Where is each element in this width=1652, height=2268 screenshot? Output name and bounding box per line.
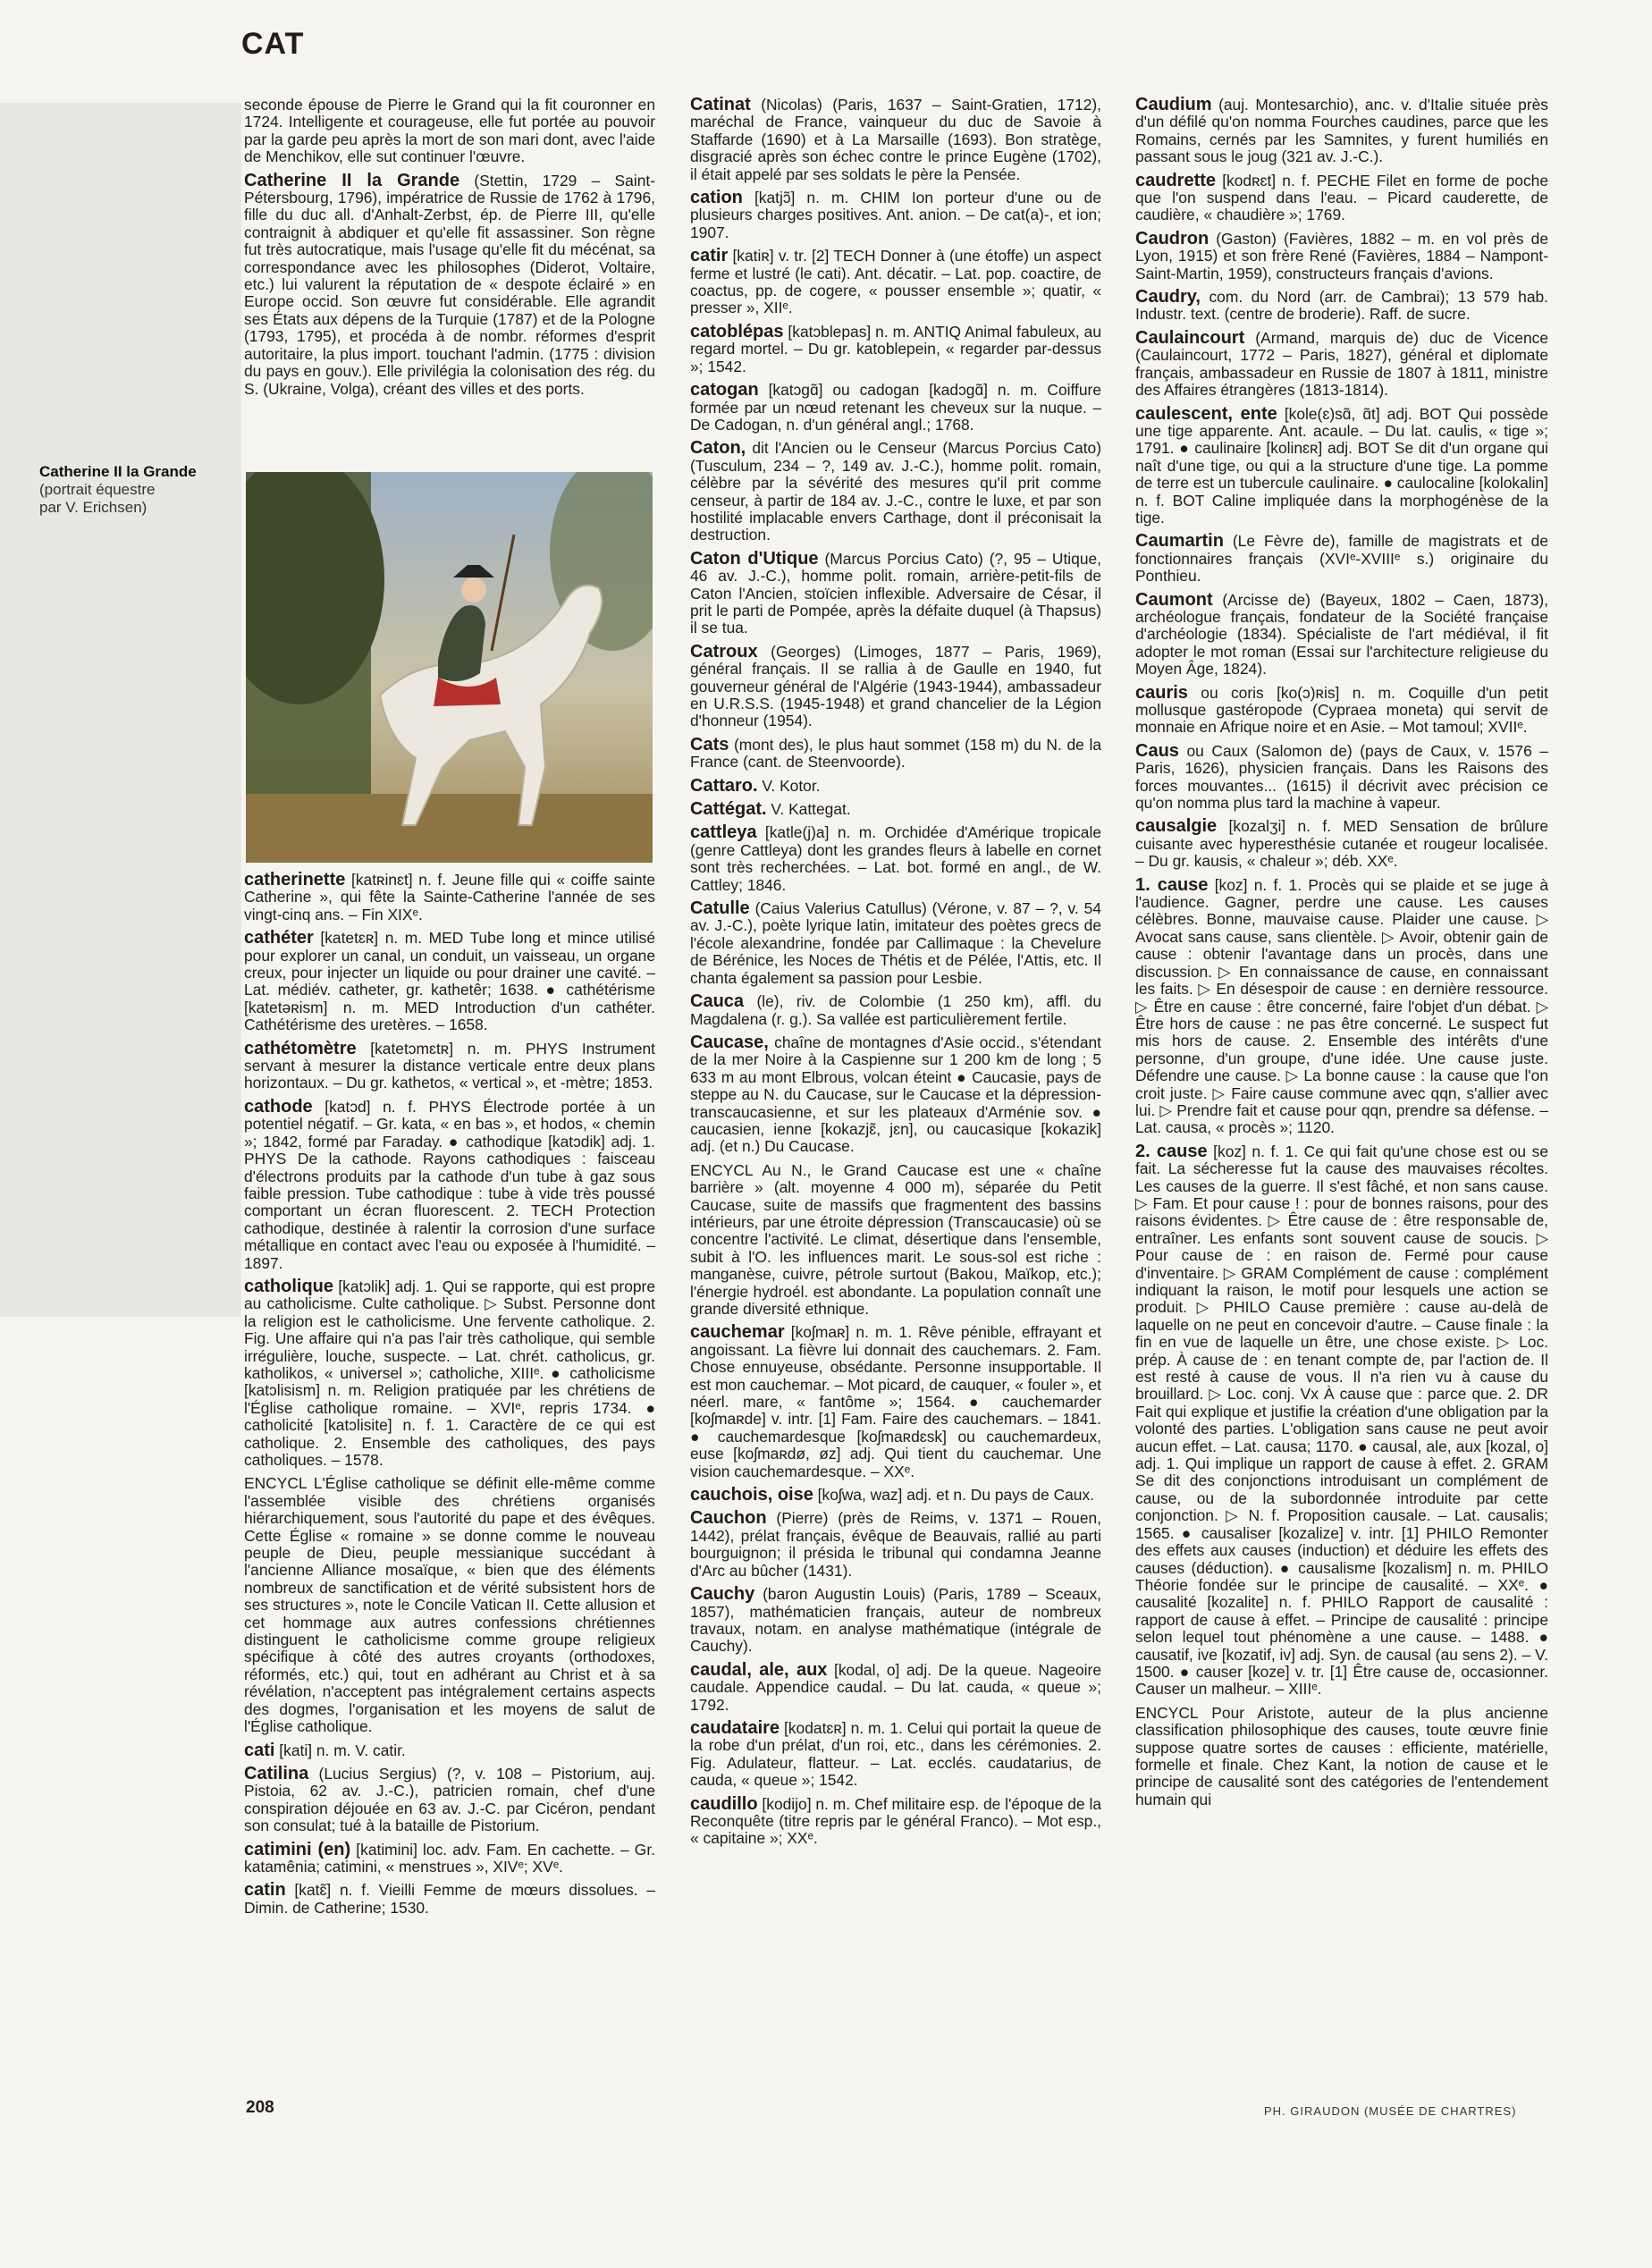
dictionary-entry: Catulle (Caius Valerius Catullus) (Vérone, v. 87 – ?, v. 54 av. J.-C.), poète lyrique latin, imitateur des poètes grecs de l'école alexandrine, fondée par Callimaque : la Chevelure de Bérénice, les Noces de Thétis et de Pélée, l'Attis, etc. Il chanta également sa passion pour Lesbie.	[690, 898, 1101, 987]
headword: catherinette	[244, 870, 346, 889]
photo-credit: PH. GIRAUDON (MUSÉE DE CHARTRES)	[1264, 2104, 1517, 2118]
caption-line: (portrait équestre	[39, 481, 156, 498]
dictionary-entry: 2. cause [koz] n. f. 1. Ce qui fait qu'une chose est ou se fait. La sécheresse fut la cause des mauvaises récoltes. Les causes de la guerre. Il s'est fâché, et non sans cause. ▷ Fam. Et pour cause ! : pour de bonnes raisons, pour des raisons évidentes. ▷ Être cause de : être responsable de, entraîner. Les enfants sont souvent cause de soucis. ▷ Pour cause de : en raison de. Fermé pour cause d'inventaire. ▷ GRAM Complément de cause : complément indiquant la raison, le motif pour lesquels une action se produit. ▷ PHILO Cause première : cause au-delà de laquelle on ne peut en concevoir d'autre. – Cause finale : la fin en vue de laquelle un être, une chose existe. ▷ Loc. prép. À cause de : en tenant compte de, par l'action de. Il est resté à cause de vous. Il n'a rien vu à cause du brouillard. ▷ Loc. conj. Vx À cause que : parce que. 2. DR Fait qui explique et justifie la création d'une obligation par la volonté des parties. L'obligation sans cause ne peut avoir aucun effet. – Lat. causa; 1170. ● causal, ale, aux [kozal, o] adj. 1. Qui implique un rapport de cause à effet. 2. GRAM Se dit des conjonctions introduisant un complément de cause, ou de la subordonnée introduite par cette conjonction. ▷ N. f. Proposition causale. – Lat. causalis; 1565. ● causaliser [kozalize] v. intr. [1] PHILO Remonter des effets aux causes (induction) et déduire les effets des causes (déduction). ● causalisme [kozalism] n. m. PHILO Théorie fondée sur le principe de causalité. – XXᵉ. ● causalité [kozalite] n. f. PHILO Rapport de causalité : rapport de cause à effet. – Principe de causalité : principe selon lequel tout phénomène a une cause. – 1488. ● causatif, ive [kozatif, iv] adj. Syn. de causal (au sens 2). – V. 1500. ● causer [koze] v. tr. [1] Être cause de, occasionner. Causer un malheur. – XIIIᵉ.	[1135, 1141, 1548, 1699]
column-1-bottom	[244, 872, 655, 1917]
headword: Catroux	[690, 641, 758, 662]
headword: caudrette	[1135, 170, 1217, 190]
dictionary-entry: Caucase, chaîne de montagnes d'Asie occid., s'étendant de la mer Noire à la Caspienne sur 1 200 km de long ; 5 633 m au mont Elbrous, volcan éteint ● Caucasie, pays de steppe au N. du Caucase, sur le Caucase et la dépression-transcaucasienne, et sur les plateaux d'Arménie sov. ● caucasien, ienne [kokazjɛ̃, jɛn], ou caucasique [kokazik] adj. (et n.) Du Caucase.	[690, 1032, 1101, 1156]
headword: Caton,	[690, 438, 746, 459]
dictionary-entry: Caumont (Arcisse de) (Bayeux, 1802 – Caen, 1873), archéologue français, fondateur de la Société française d'archéologie (1834). Spécialiste de l'art médiéval, il fit adopter le mot roman (Essai sur l'architecture religieuse du Moyen Âge, 1824).	[1135, 589, 1548, 679]
headword: cathétomètre	[244, 1038, 357, 1058]
headword: Caulaincourt	[1135, 327, 1245, 348]
dictionary-entry: causalgie [kozalʒi] n. f. MED Sensation de brûlure cuisante avec hyperesthésie cutanée et rougeur localisée. – Du gr. kausis, « chaleur »; déb. XXᵉ.	[1135, 816, 1548, 871]
dictionary-entry: cattleya [katle(j)a] n. m. Orchidée d'Amérique tropicale (genre Cattleya) dont les grandes fleurs à labelle en cornet sont très recherchées. – Lat. bot. formé en angl., de W. Cattley; 1846.	[690, 822, 1101, 894]
dictionary-entry: seconde épouse de Pierre le Grand qui la fit couronner en 1724. Intelligente et courageuse, elle fut portée au pouvoir par la garde peu après la mort de son mari dont, avec l'aide de Menchikov, elle sut continuer l'œuvre.	[244, 97, 655, 166]
dictionary-entry: Caton d'Utique (Marcus Porcius Cato) (?, 95 – Utique, 46 av. J.-C.), homme polit. romain, arrière-petit-fils de Caton l'Ancien, stoïcien inflexible. Adversaire de César, il prit le parti de Pompée, après la défaite duquel (à Thapsus) il se tua.	[690, 548, 1101, 637]
encyclopedic-note: ENCYCL Pour Aristote, auteur de la plus ancienne classification philosophique des causes, toute œuvre finie suppose quatre sortes de causes : efficiente, matérielle, formelle et finale. Chez Kant, la notion de cause et le principe de causalité sont des catégories de l'entendement humain qui	[1135, 1703, 1548, 1808]
page-header: CAT	[241, 27, 305, 61]
encyclopedic-note: ENCYCL L'Église catholique se définit elle-même comme l'assemblée visible des chrétiens organisés hiérarchiquement, sous l'autorité du pape et des évêques. Cette Église « romaine » se donne comme le nouveau peuple de Dieu, peuple messianique succédant à l'ancienne Alliance mosaïque, « bien que des éléments nombreux de sanctification et de vérité subsistent hors de ses structures », note le Concile Vatican II. Cette allusion et cet hommage aux autres confessions chrétiennes distinguent le catholicisme comme groupe religieux spécifique à côté des autres croyants (orthodoxes, réformés, etc.) qui, tout en adhérant au Christ et à sa révélation, n'acceptent pas intégralement certains aspects des dogmes, l'organisation et les moyens de salut de l'Église catholique.	[244, 1474, 655, 1736]
headword: Catinat	[690, 97, 751, 114]
headword: Caucase,	[690, 1032, 769, 1052]
dictionary-entry: cation [katjɔ̃] n. m. CHIM Ion porteur d'une ou de plusieurs charges positives. Ant. anion. – De cat(a)-, et ion; 1907.	[690, 188, 1101, 241]
dictionary-entry: caudataire [kodatɛʀ] n. m. 1. Celui qui portait la queue de la robe d'un prélat, d'un roi, etc., dans les cérémonies. 2. Fig. Adulateur, flatteur. – Lat. ecclés. caudatarius, de cauda, « queue »; 1542.	[690, 1717, 1101, 1790]
headword: Cauca	[690, 991, 745, 1012]
headword: cation	[690, 188, 743, 208]
headword: Caus	[1135, 740, 1179, 761]
headword: caulescent, ente	[1135, 403, 1277, 424]
headword: Catherine II la Grande	[244, 170, 460, 190]
dictionary-entry: caudal, ale, aux [kodal, o] adj. De la queue. Nageoire caudale. Appendice caudal. – Du lat. cauda, « queue »; 1792.	[690, 1659, 1101, 1714]
headword: Caton d'Utique	[690, 548, 819, 569]
dictionary-entry: cathode [katɔd] n. f. PHYS Électrode portée à un potentiel négatif. – Gr. kata, « en bas », et hodos, « chemin »; 1842, formé par Faraday. ● cathodique [katɔdik] adj. 1. PHYS De la cathode. Rayons cathodiques : faisceau d'électrons produits par la cathode d'un tube à gaz sous faible pression. Tube cathodique : tube à vide très poussé comportant un écran fluorescent. 2. TECH Protection cathodique, destinée à ralentir la corrosion d'une surface métallique en contact avec l'eau ou exposée à l'humidité. – 1897.	[244, 1096, 655, 1272]
headword: Catulle	[690, 898, 750, 919]
headword: 1. cause	[1135, 874, 1209, 895]
headword: cathéter	[244, 928, 314, 949]
headword: Cattaro.	[690, 775, 758, 796]
dictionary-entry: Catilina (Lucius Sergius) (?, v. 108 – Pistorium, auj. Pistoia, 62 av. J.-C.), patricien romain, chef d'une conspiration déjouée en 63 av. J.-C. par Cicéron, pendant son consulat; tué à la bataille de Pistorium.	[244, 1763, 655, 1835]
dictionary-entry: Cauca (le), riv. de Colombie (1 250 km), affl. du Magdalena (r. g.). Sa vallée est particulièrement fertile.	[690, 991, 1101, 1028]
dictionary-entry: catin [katɛ̃] n. f. Vieilli Femme de mœurs dissolues. – Dimin. de Catherine; 1530.	[244, 1880, 655, 1917]
dictionary-entry: catogan [katɔgɑ̃] ou cadogan [kadɔgɑ̃] n. m. Coiffure formée par un nœud retenant les cheveux sur la nuque. – De Cadogan, n. d'un général angl.; 1768.	[690, 380, 1101, 434]
headword: cattleya	[690, 822, 757, 843]
dictionary-entry: cauchemar [koʃmaʀ] n. m. 1. Rêve pénible, effrayant et angoissant. La fièvre lui donnait des cauchemars. 2. Fam. Chose ennuyeuse, obsédante. Personne insupportable. Il est mon cauchemar. – Mot picard, de cauquer, « fouler », et néerl. mare, « fantôme »; 1564. ● cauchemarder [koʃmaʀde] v. intr. [1] Fam. Faire des cauchemars. – 1841. ● cauchemardesque [koʃmaʀdɛsk] ou cauchemardeux, euse [koʃmaʀdø, øz] adj. Qui tient du cauchemar. Une vision cauchemardesque. – XXᵉ.	[690, 1322, 1101, 1480]
dictionary-entry: catimini (en) [katimini] loc. adv. Fam. En cachette. – Gr. katamênia; catimini, « menstrues », XIVᵉ; XVᵉ.	[244, 1839, 655, 1876]
column-1-top	[244, 97, 655, 468]
dictionary-entry: Cattégat. V. Kattegat.	[690, 799, 851, 820]
headword: Catilina	[244, 1763, 309, 1783]
dictionary-entry: catherinette [katʀinɛt] n. f. Jeune fille qui « coiffe sainte Catherine », qui fête la Sainte-Catherine l'année de ses vingt-cinq ans. – Fin XIXᵉ.	[244, 870, 655, 923]
dictionary-entry: cathétomètre [katetɔmɛtʀ] n. m. PHYS Instrument servant à mesurer la distance verticale entre deux plans horizontaux. – Du gr. kathetos, « vertical », et -mètre; 1853.	[244, 1038, 655, 1092]
headword: catin	[244, 1880, 286, 1901]
dictionary-entry: Cattaro. V. Kotor.	[690, 775, 821, 796]
left-margin-band	[0, 103, 241, 1317]
headword: causalgie	[1135, 816, 1218, 837]
dictionary-entry: caudillo [kodijo] n. m. Chef militaire esp. de l'époque de la Reconquête (titre repris par le général Franco). – Mot esp., « capitaine »; XXᵉ.	[690, 1793, 1101, 1848]
headword: cauris	[1135, 682, 1188, 703]
dictionary-entry: Caudry, com. du Nord (arr. de Cambrai); 13 579 hab. Industr. text. (centre de broderie). Raff. de sucre.	[1135, 287, 1548, 324]
headword: caudataire	[690, 1717, 780, 1738]
image-caption	[39, 463, 236, 517]
dictionary-entry: 1. cause [koz] n. f. 1. Procès qui se plaide et se juge à l'audience. Gagner, perdre une cause. Les causes célèbres. Bonne, mauvaise cause. Plaider une cause. ▷ Avocat sans cause, sans clientèle. ▷ Avoir, obtenir gain de cause : obtenir l'avantage dans un procès, dans une discussion. ▷ En connaissance de cause, en connaissant les faits. ▷ En désespoir de cause : en dernière ressource. ▷ Être en cause : être concerné, faire l'objet d'un débat. ▷ Être hors de cause : ne pas être concerné. Le suspect fut mis hors de cause. 2. Ensemble des intérêts d'une personne, d'un groupe, d'une idée. Une cause juste. Défendre une cause. ▷ La bonne cause : la cause que l'on croit juste. ▷ Faire cause commune avec qqn, s'allier avec lui. ▷ Prendre fait et cause pour qqn, prendre sa défense. – Lat. causa, « procès »; 1120.	[1135, 874, 1548, 1137]
dictionary-entry: cauchois, oise [koʃwa, waz] adj. et n. Du pays de Caux.	[690, 1485, 1094, 1505]
dictionary-entry: Catherine II la Grande (Stettin, 1729 – Saint-Pétersbourg, 1796), impératrice de Russie de 1762 à 1796, fille du duc all. d'Anhalt-Zerbst, ép. de Pierre III, qu'elle contraignit à abdiquer et qu'elle fit assassiner. Son règne fut très autocratique, mais l'usage qu'elle fit du mécénat, sa correspondance avec les philosophes (Diderot, Voltaire, etc.) lui valurent la réputation de « despote éclairé » en Europe occid. Son œuvre fut considérable. Elle agrandit ses États aux dépens de la Turquie (1787) et de la Pologne (1793, 1795), et procéda à de nombr. réformes d'esprit autoritaire, la plus import. touchant l'admin. (1775 : division du pays en gouv.). Elle privilégia la colonisation des rég. du S. (Ukraine, Volga), créant des villes et des ports.	[244, 170, 655, 398]
headword: Cauchy	[690, 1584, 755, 1605]
dictionary-entry: Caton, dit l'Ancien ou le Censeur (Marcus Porcius Cato) (Tusculum, 234 – ?, 149 av. J.-C.), homme polit. romain, célèbre par la sévérité des mesures qu'il prit comme censeur, à partir de 184 av. J.-C., contre le luxe, et par son hostilité implacable envers Carthage, dont il préconisait la destruction.	[690, 438, 1101, 544]
dictionary-entry: cathéter [katetɛʀ] n. m. MED Tube long et mince utilisé pour explorer un canal, un conduit, un vaisseau, un organe creux, pour injecter un liquide ou pour drainer une cavité. – Lat. médiév. catheter, gr. kathetêr; 1638. ● cathétérisme [katetəʀism] n. m. MED Introduction d'un cathéter. Cathétérisme des uretères. – 1658.	[244, 928, 655, 1034]
column-1	[244, 97, 655, 2092]
dictionary-entry: catoblépas [katɔblepas] n. m. ANTIQ Animal fabuleux, au regard mortel. – Du gr. katoblepein, « regarder par-dessus »; 1542.	[690, 321, 1101, 375]
headword: cathode	[244, 1096, 313, 1117]
headword: Cauchon	[690, 1508, 767, 1529]
dictionary-entry: Caumartin (Le Fèvre de), famille de magistrats et de fonctionnaires français (XVIᵉ-XVIIIᵉ s.) originaire du Ponthieu.	[1135, 531, 1548, 586]
headword: Caudry,	[1135, 287, 1201, 308]
column-2	[690, 97, 1101, 2092]
encyclopedic-note: ENCYCL Au N., le Grand Caucase est une « chaîne barrière » (alt. moyenne 4 000 m), séparée du Petit Caucase, suite de massifs que fragmentent des bassins intérieurs, par une étroite dépression (Transcaucasie) où se concentre l'activité. Le climat, désertique dans l'ensemble, subit à l'O. les influences marit. Le sous-sol est riche : manganèse, cuivre, pétrole surtout (Bakou, Maïkop, etc.); l'énergie hydroél. est abondante. La population connaît une grande diversité ethnique.	[690, 1160, 1101, 1318]
dictionary-entry: Cats (mont des), le plus haut sommet (158 m) du N. de la France (cant. de Steenvoorde).	[690, 734, 1101, 771]
headword: catogan	[690, 380, 759, 400]
dictionary-entry: Caulaincourt (Armand, marquis de) duc de Vicence (Caulaincourt, 1772 – Paris, 1827), général et diplomate français, ambassadeur en Russie de 1807 à 1811, ministre des Affaires étrangères (1813-1814).	[1135, 327, 1548, 400]
headword: catir	[690, 246, 729, 266]
dictionary-entry: cati [kati] n. m. V. catir.	[244, 1740, 406, 1760]
headword: cati	[244, 1740, 275, 1760]
caption-line: par V. Erichsen)	[39, 499, 148, 516]
headword: caudal, ale, aux	[690, 1659, 828, 1680]
headword: Cats	[690, 734, 729, 755]
headword: cauchemar	[690, 1322, 785, 1343]
column-3	[1135, 97, 1548, 2092]
headword: 2. cause	[1135, 1141, 1208, 1161]
headword: catholique	[244, 1276, 334, 1296]
dictionary-entry: Caudium (auj. Montesarchio), anc. v. d'Italie située près d'un défilé qu'on nomma Fourches caudines, parce que les Romains, cernés par les Samnites, y furent humiliés en passant sous le joug (321 av. J.-C.).	[1135, 97, 1548, 166]
headword: Caudron	[1135, 228, 1210, 249]
dictionary-entry: Caudron (Gaston) (Favières, 1882 – m. en vol près de Lyon, 1915) et son frère René (Favières, 1884 – Nampont-Saint-Martin, 1959), constructeurs français d'avions.	[1135, 228, 1548, 282]
dictionary-entry: caulescent, ente [kole(ɛ)sɑ̃, ɑ̃t] adj. BOT Qui possède une tige apparente. Ant. acaule. – Du lat. caulis, « tige »; 1791. ● caulinaire [kolinɛʀ] adj. BOT Se dit d'un organe qui naît d'une tige, ou qui a la structure d'une tige. La pomme de terre est un tubercule caulinaire. ● caulocaline [kolokalin] n. f. BOT Caline impliquée dans la morphogénèse de la tige.	[1135, 403, 1548, 527]
headword: Cattégat.	[690, 799, 767, 820]
dictionary-entry: caudrette [kodʀɛt] n. f. PECHE Filet en forme de poche que l'on suspend dans l'eau. – Picard cauderette, de caudière, « chaudière »; 1769.	[1135, 170, 1548, 224]
dictionary-entry: Caus ou Caux (Salomon de) (pays de Caux, v. 1576 – Paris, 1626), physicien français. Dans les Raisons des forces mouvantes... (1615) il décrivit avec précision ce qu'on nomma plus tard la machine à vapeur.	[1135, 740, 1548, 813]
headword: Caudium	[1135, 97, 1212, 114]
dictionary-entry: catir [katiʀ] v. tr. [2] TECH Donner à (une étoffe) un aspect ferme et lustré (le cati). Ant. décatir. – Lat. pop. coactire, de coactus, pp. de cogere, « pousser ensemble »; quatir, « presser », XIIᵉ.	[690, 246, 1101, 317]
dictionary-entry: Catroux (Georges) (Limoges, 1877 – Paris, 1969), général français. Il se rallia à de Gaulle en 1940, fut gouverneur général de l'Algérie (1943-1944), ambassadeur en U.R.S.S. (1945-1948) et grand chancelier de la Légion d'honneur (1954).	[690, 641, 1101, 730]
headword: catoblépas	[690, 321, 784, 341]
headword: catimini (en)	[244, 1839, 351, 1859]
dictionary-entry: catholique [katɔlik] adj. 1. Qui se rapporte, qui est propre au catholicisme. Culte catholique. ▷ Subst. Personne dont la religion est le catholicisme. Une fervente catholique. 2. Fig. Une affaire qui n'a pas l'air très catholique, qui semble irrégulière, louche, suspecte. – Lat. chrét. catholicus, gr. katholikos, « universel »; catholiche, XIIIᵉ. ● catholicisme [katɔlisism] n. m. Religion pratiquée par les chrétiens de l'Église catholique romaine. – XVIᵉ, repris 1734. ● catholicité [katɔlisite] n. f. 1. Caractère de ce qui est catholique. 2. Ensemble des catholiques, des pays catholiques. – 1578.	[244, 1276, 655, 1469]
dictionary-entry: Catinat (Nicolas) (Paris, 1637 – Saint-Gratien, 1712), maréchal de France, vainqueur du duc de Savoie à Staffarde (1690) et à La Marsaille (1693). Bon stratège, disgracié après son échec contre le prince Eugène (1702), il était appelé par ses soldats le père la Pensée.	[690, 97, 1101, 183]
dictionary-entry: Cauchy (baron Augustin Louis) (Paris, 1789 – Sceaux, 1857), mathématicien français, auteur de nombreux travaux, notam. en analyse mathématique (intégrale de Cauchy).	[690, 1584, 1101, 1656]
dictionary-entry: Cauchon (Pierre) (près de Reims, v. 1371 – Rouen, 1442), prélat français, évêque de Beauvais, rallié au parti bourguignon; il présida le tribunal qui condamna Jeanne d'Arc au bûcher (1431).	[690, 1508, 1101, 1580]
headword: caudillo	[690, 1793, 758, 1814]
headword: cauchois, oise	[690, 1485, 813, 1505]
page-number: 208	[246, 2098, 274, 2117]
caption-title: Catherine II la Grande	[39, 463, 197, 480]
headword: Caumartin	[1135, 531, 1224, 552]
dictionary-entry: cauris ou coris [ko(ɔ)ʀis] n. m. Coquille d'un petit mollusque gastéropode (Cypraea moneta) qui servit de monnaie en Afrique noire et en Asie. – Mot tamoul; XVIIᵉ.	[1135, 682, 1548, 737]
headword: Caumont	[1135, 589, 1213, 610]
